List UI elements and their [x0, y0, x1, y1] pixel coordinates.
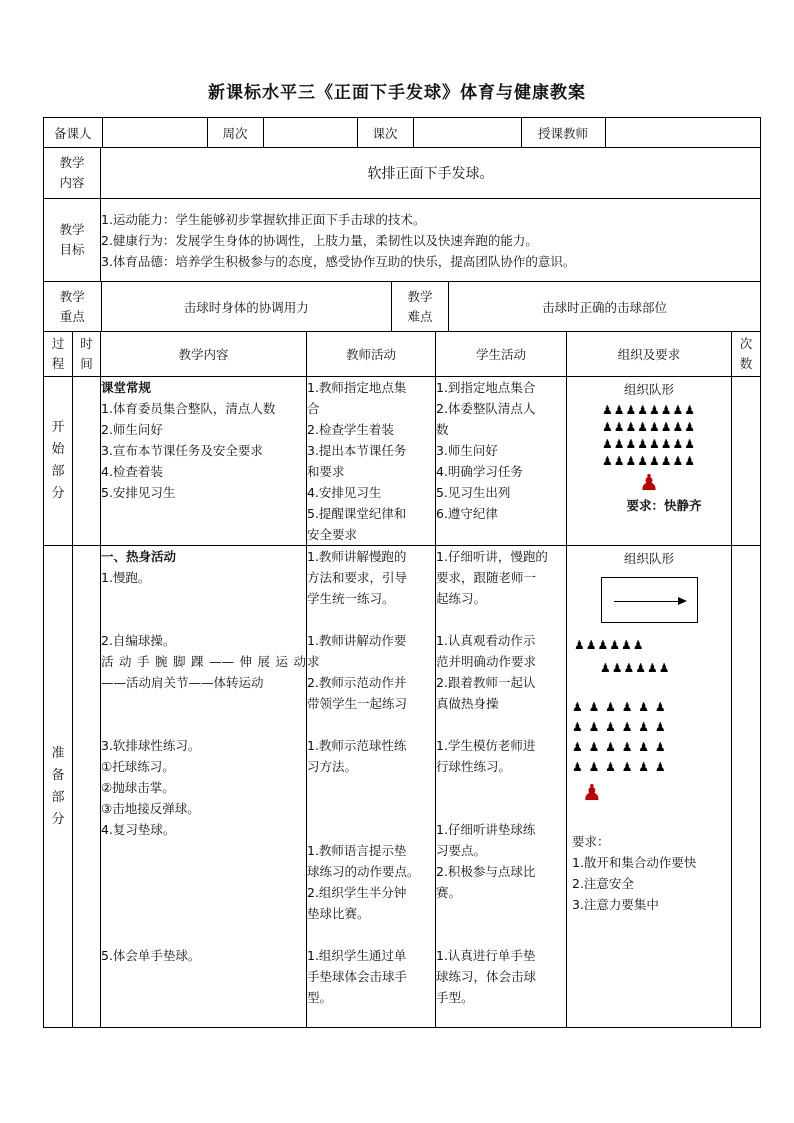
- start-count-cell: [732, 377, 761, 546]
- prep-teacher-activity: 1.教师讲解慢跑的 方法和要求，引导 学生统一练习。 1.教师讲解动作要 求 2.教师示范动作并 带领学生一起练习 1.教师示范球性练 习方法。 1.教师语言提示垫 球练习的动作要点。 2.组织学生半分钟 垫球比赛。 1.组织学生通过单 手垫球体会击球手 型。: [307, 546, 436, 1028]
- prep-requirements: 要求： 1.散开和集合动作要快 2.注意安全 3.注意力要集中: [572, 834, 697, 912]
- start-section-row: [44, 377, 761, 546]
- col-process: 过 程: [44, 332, 73, 377]
- difficulty-label: 教学 难点: [391, 282, 448, 331]
- column-header-row: [44, 332, 761, 377]
- prep-stage-label: 准 备 部 分: [44, 546, 73, 1028]
- start-time-cell: [73, 377, 101, 546]
- start-stage-label: 开 始 部 分: [44, 377, 73, 546]
- prep-section-row: [44, 546, 761, 1028]
- prep-formation-grid: [572, 697, 726, 777]
- lesson-label: 课次: [357, 118, 413, 147]
- col-teacher: 教师活动: [307, 332, 436, 377]
- objectives-label: 教学 目标: [44, 199, 101, 282]
- teacher-field[interactable]: [605, 118, 761, 147]
- person-icon: ♟♟♟♟♟♟♟♟: [601, 403, 697, 417]
- start-requirement: 要求：快静齐: [626, 498, 702, 513]
- person-icon: ♟ ♟ ♟ ♟ ♟ ♟: [572, 700, 667, 714]
- person-icon: ♟♟♟♟♟♟: [600, 661, 671, 675]
- col-content: 教学内容: [101, 332, 307, 377]
- person-icon: ♟♟♟♟♟♟♟♟: [601, 454, 697, 468]
- person-icon: ♟ ♟ ♟ ♟ ♟ ♟: [572, 760, 667, 774]
- arrow-icon: [614, 601, 680, 602]
- key-point-value: 击球时身体的协调用力: [101, 282, 391, 331]
- preparer-field[interactable]: [102, 118, 207, 147]
- col-org: 组织及要求: [567, 332, 732, 377]
- prep-org-title: 组织队形: [623, 551, 674, 566]
- start-content: 课堂常规 1.体育委员集合整队，清点人数 2.师生问好 3.宣布本节课任务及安全要求 4.检查着装 5.安排见习生: [101, 377, 307, 546]
- difficulty-value: 击球时正确的击球部位: [542, 299, 668, 315]
- prep-content: 一、热身活动 1.慢跑。 2.自编球操。 活动手腕脚踝——伸展运动 ——活动肩关节——体转运动 3.软排球性练习。 ①托球练习。 ②抛球击掌。 ③击地接反弹球。 4.复习垫球。 5.体会单手垫球。: [101, 546, 307, 1028]
- week-field[interactable]: [263, 118, 357, 147]
- lesson-plan-table: [43, 117, 761, 1028]
- lesson-field[interactable]: [413, 118, 521, 147]
- preparer-label: 备课人: [44, 118, 102, 147]
- start-formation: [567, 402, 731, 470]
- content-label: 教学 内容: [44, 148, 101, 199]
- key-point-label: 教学 重点: [44, 282, 101, 331]
- prep-student-activity: 1.仔细听讲，慢跑的 要求，跟随老师一 起练习。 1.认真观看动作示 范并明确动作要求 2.跟着教师一起认 真做热身操 1.学生模仿老师进 行球性练习。 1.仔细听讲垫球练 习要点。 2.积极参与点球比 赛。 1.认真进行单手垫 球练习，体会击球 手型。: [436, 546, 567, 1028]
- document-title: 新课标水平三《正面下手发球》体育与健康教案: [208, 83, 586, 103]
- content-row: [44, 148, 761, 199]
- arrow-head-icon: [678, 597, 687, 605]
- content-value: 软排正面下手发球。: [101, 148, 761, 199]
- person-icon: ♟♟♟♟♟♟♟♟: [601, 420, 697, 434]
- person-icon: ♟♟♟♟♟♟♟♟: [601, 437, 697, 451]
- key-points-row: [44, 282, 761, 332]
- running-track-diagram: [601, 577, 698, 623]
- prep-organization: [567, 546, 732, 1028]
- col-time: 时 间: [73, 332, 101, 377]
- teacher-label: 授课教师: [521, 118, 605, 147]
- start-teacher-activity: 1.教师指定地点集 合 2.检查学生着装 3.提出本节课任务 和要求 4.安排见习生 5.提醒课堂纪律和 安全要求: [307, 377, 436, 546]
- objective-item: 1.运动能力：学生能够初步掌握软排正面下手击球的技术。: [101, 211, 426, 227]
- start-student-activity: 1.到指定地点集合 2.体委整队清点人 数 3.师生问好 4.明确学习任务 5.见习生出列 6.遵守纪律: [436, 377, 567, 546]
- objectives-row: [44, 199, 761, 282]
- start-organization: 组织队形 ♟♟♟♟♟♟♟♟ ♟♟♟♟♟♟♟♟ ♟♟♟♟♟♟♟♟ ♟♟♟♟♟♟♟♟ ♟ 要求：快静齐: [567, 377, 732, 546]
- col-count: 次 数: [732, 332, 761, 377]
- person-icon: ♟ ♟ ♟ ♟ ♟ ♟: [572, 740, 667, 754]
- teacher-person-icon: ♟: [582, 781, 602, 806]
- header-row: [44, 118, 761, 148]
- objective-item: 2.健康行为：发展学生身体的协调性，上肢力量，柔韧性以及快速奔跑的能力。: [101, 232, 538, 248]
- prep-time-cell: [73, 546, 101, 1028]
- col-student: 学生活动: [436, 332, 567, 377]
- teacher-person-icon: ♟: [639, 471, 659, 496]
- week-label: 周次: [207, 118, 263, 147]
- person-icon: ♟ ♟ ♟ ♟ ♟ ♟: [572, 720, 667, 734]
- person-icon: ♟♟♟♟♟♟: [574, 638, 645, 652]
- objectives-list: [101, 199, 761, 282]
- objective-item: 3.体育品德：培养学生积极参与的态度，感受协作互助的快乐，提高团队协作的意识。: [101, 253, 576, 269]
- prep-count-cell: [732, 546, 761, 1028]
